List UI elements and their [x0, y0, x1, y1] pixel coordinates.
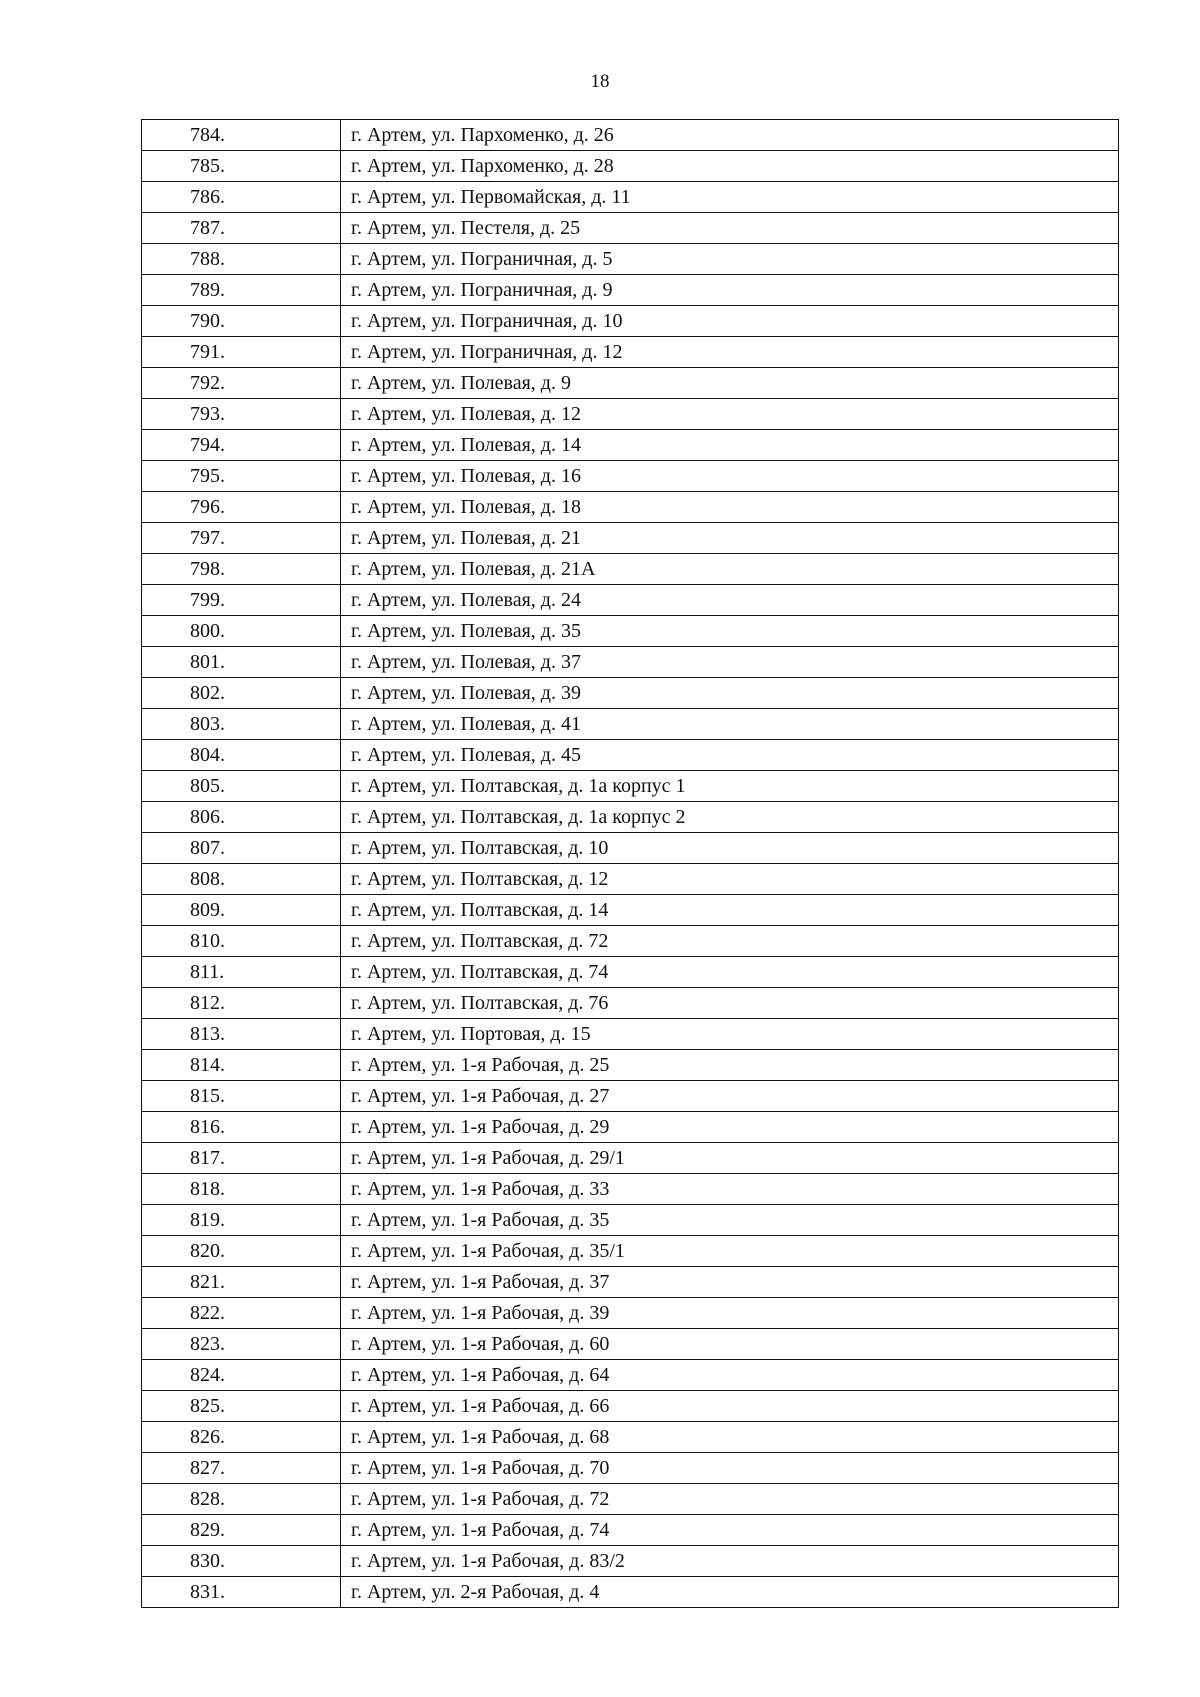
address-cell: г. Артем, ул. 1-я Рабочая, д. 83/2 — [341, 1546, 1119, 1577]
address-cell: г. Артем, ул. Пограничная, д. 9 — [341, 275, 1119, 306]
address-cell: г. Артем, ул. 1-я Рабочая, д. 66 — [341, 1391, 1119, 1422]
address-cell: г. Артем, ул. Пархоменко, д. 26 — [341, 120, 1119, 151]
row-number-cell: 831. — [142, 1577, 341, 1608]
address-cell: г. Артем, ул. Полевая, д. 16 — [341, 461, 1119, 492]
table-row — [142, 337, 1119, 368]
address-cell: г. Артем, ул. Полевая, д. 39 — [341, 678, 1119, 709]
table-row — [142, 430, 1119, 461]
row-number-cell: 814. — [142, 1050, 341, 1081]
table-row — [142, 306, 1119, 337]
row-number-cell: 795. — [142, 461, 341, 492]
table-row — [142, 1205, 1119, 1236]
table-row — [142, 1298, 1119, 1329]
table-row — [142, 120, 1119, 151]
address-cell: г. Артем, ул. 1-я Рабочая, д. 72 — [341, 1484, 1119, 1515]
address-cell: г. Артем, ул. Пограничная, д. 12 — [341, 337, 1119, 368]
row-number-cell: 805. — [142, 771, 341, 802]
address-cell: г. Артем, ул. Полтавская, д. 10 — [341, 833, 1119, 864]
row-number-cell: 829. — [142, 1515, 341, 1546]
row-number-cell: 825. — [142, 1391, 341, 1422]
row-number-cell: 785. — [142, 151, 341, 182]
table-row — [142, 740, 1119, 771]
address-cell: г. Артем, ул. Полевая, д. 45 — [341, 740, 1119, 771]
address-table-body — [142, 120, 1119, 1608]
table-row — [142, 523, 1119, 554]
row-number-cell: 807. — [142, 833, 341, 864]
address-cell: г. Артем, ул. Полтавская, д. 72 — [341, 926, 1119, 957]
address-cell: г. Артем, ул. 1-я Рабочая, д. 64 — [341, 1360, 1119, 1391]
table-row — [142, 895, 1119, 926]
row-number-cell: 797. — [142, 523, 341, 554]
table-row — [142, 988, 1119, 1019]
row-number-cell: 798. — [142, 554, 341, 585]
table-row — [142, 957, 1119, 988]
row-number-cell: 791. — [142, 337, 341, 368]
table-row — [142, 461, 1119, 492]
row-number-cell: 786. — [142, 182, 341, 213]
row-number-cell: 800. — [142, 616, 341, 647]
row-number-cell: 824. — [142, 1360, 341, 1391]
page-number: 18 — [590, 71, 610, 92]
table-row — [142, 1112, 1119, 1143]
row-number-cell: 794. — [142, 430, 341, 461]
address-cell: г. Артем, ул. 1-я Рабочая, д. 29/1 — [341, 1143, 1119, 1174]
row-number-cell: 830. — [142, 1546, 341, 1577]
address-cell: г. Артем, ул. Полевая, д. 21 — [341, 523, 1119, 554]
row-number-cell: 801. — [142, 647, 341, 678]
address-cell: г. Артем, ул. 1-я Рабочая, д. 68 — [341, 1422, 1119, 1453]
table-row — [142, 647, 1119, 678]
address-cell: г. Артем, ул. Первомайская, д. 11 — [341, 182, 1119, 213]
row-number-cell: 810. — [142, 926, 341, 957]
table-row — [142, 1174, 1119, 1205]
table-row — [142, 585, 1119, 616]
address-cell: г. Артем, ул. Портовая, д. 15 — [341, 1019, 1119, 1050]
row-number-cell: 821. — [142, 1267, 341, 1298]
table-row — [142, 1484, 1119, 1515]
row-number-cell: 784. — [142, 120, 341, 151]
address-cell: г. Артем, ул. Полтавская, д. 1а корпус 1 — [341, 771, 1119, 802]
table-row — [142, 151, 1119, 182]
row-number-cell: 819. — [142, 1205, 341, 1236]
table-row — [142, 1329, 1119, 1360]
address-cell: г. Артем, ул. 1-я Рабочая, д. 33 — [341, 1174, 1119, 1205]
table-row — [142, 1515, 1119, 1546]
row-number-cell: 793. — [142, 399, 341, 430]
table-row — [142, 1546, 1119, 1577]
table-row — [142, 926, 1119, 957]
address-cell: г. Артем, ул. Полтавская, д. 74 — [341, 957, 1119, 988]
address-cell: г. Артем, ул. Полевая, д. 12 — [341, 399, 1119, 430]
table-row — [142, 1236, 1119, 1267]
table-row — [142, 1577, 1119, 1608]
address-cell: г. Артем, ул. 1-я Рабочая, д. 29 — [341, 1112, 1119, 1143]
address-cell: г. Артем, ул. 1-я Рабочая, д. 70 — [341, 1453, 1119, 1484]
address-table — [141, 119, 1119, 1608]
table-row — [142, 1453, 1119, 1484]
row-number-cell: 816. — [142, 1112, 341, 1143]
row-number-cell: 808. — [142, 864, 341, 895]
row-number-cell: 826. — [142, 1422, 341, 1453]
row-number-cell: 799. — [142, 585, 341, 616]
row-number-cell: 806. — [142, 802, 341, 833]
table-row — [142, 182, 1119, 213]
table-row — [142, 1267, 1119, 1298]
row-number-cell: 812. — [142, 988, 341, 1019]
address-cell: г. Артем, ул. Полтавская, д. 76 — [341, 988, 1119, 1019]
address-cell: г. Артем, ул. Пограничная, д. 5 — [341, 244, 1119, 275]
address-cell: г. Артем, ул. Полевая, д. 9 — [341, 368, 1119, 399]
address-cell: г. Артем, ул. 2-я Рабочая, д. 4 — [341, 1577, 1119, 1608]
address-cell: г. Артем, ул. 1-я Рабочая, д. 27 — [341, 1081, 1119, 1112]
table-row — [142, 1391, 1119, 1422]
address-cell: г. Артем, ул. Пестеля, д. 25 — [341, 213, 1119, 244]
table-row — [142, 275, 1119, 306]
row-number-cell: 817. — [142, 1143, 341, 1174]
row-number-cell: 820. — [142, 1236, 341, 1267]
table-row — [142, 864, 1119, 895]
address-cell: г. Артем, ул. Полевая, д. 35 — [341, 616, 1119, 647]
table-row — [142, 1422, 1119, 1453]
row-number-cell: 809. — [142, 895, 341, 926]
row-number-cell: 813. — [142, 1019, 341, 1050]
table-row — [142, 368, 1119, 399]
row-number-cell: 823. — [142, 1329, 341, 1360]
address-cell: г. Артем, ул. 1-я Рабочая, д. 25 — [341, 1050, 1119, 1081]
table-row — [142, 709, 1119, 740]
row-number-cell: 789. — [142, 275, 341, 306]
address-cell: г. Артем, ул. Полевая, д. 41 — [341, 709, 1119, 740]
table-row — [142, 244, 1119, 275]
address-cell: г. Артем, ул. 1-я Рабочая, д. 35 — [341, 1205, 1119, 1236]
address-cell: г. Артем, ул. Полтавская, д. 12 — [341, 864, 1119, 895]
row-number-cell: 788. — [142, 244, 341, 275]
row-number-cell: 790. — [142, 306, 341, 337]
row-number-cell: 792. — [142, 368, 341, 399]
row-number-cell: 815. — [142, 1081, 341, 1112]
address-cell: г. Артем, ул. Пограничная, д. 10 — [341, 306, 1119, 337]
address-cell: г. Артем, ул. 1-я Рабочая, д. 74 — [341, 1515, 1119, 1546]
row-number-cell: 827. — [142, 1453, 341, 1484]
row-number-cell: 828. — [142, 1484, 341, 1515]
address-cell: г. Артем, ул. Полтавская, д. 14 — [341, 895, 1119, 926]
table-row — [142, 1143, 1119, 1174]
table-row — [142, 492, 1119, 523]
address-cell: г. Артем, ул. 1-я Рабочая, д. 60 — [341, 1329, 1119, 1360]
table-row — [142, 1360, 1119, 1391]
table-row — [142, 678, 1119, 709]
row-number-cell: 804. — [142, 740, 341, 771]
table-row — [142, 213, 1119, 244]
table-row — [142, 833, 1119, 864]
address-cell: г. Артем, ул. Полевая, д. 21А — [341, 554, 1119, 585]
address-cell: г. Артем, ул. 1-я Рабочая, д. 37 — [341, 1267, 1119, 1298]
address-cell: г. Артем, ул. 1-я Рабочая, д. 39 — [341, 1298, 1119, 1329]
table-row — [142, 399, 1119, 430]
table-row — [142, 1050, 1119, 1081]
table-row — [142, 802, 1119, 833]
row-number-cell: 796. — [142, 492, 341, 523]
row-number-cell: 787. — [142, 213, 341, 244]
row-number-cell: 811. — [142, 957, 341, 988]
table-row — [142, 616, 1119, 647]
table-row — [142, 1081, 1119, 1112]
address-cell: г. Артем, ул. Полевая, д. 18 — [341, 492, 1119, 523]
row-number-cell: 803. — [142, 709, 341, 740]
table-row — [142, 1019, 1119, 1050]
address-cell: г. Артем, ул. Полтавская, д. 1а корпус 2 — [341, 802, 1119, 833]
table-row — [142, 771, 1119, 802]
row-number-cell: 822. — [142, 1298, 341, 1329]
row-number-cell: 802. — [142, 678, 341, 709]
row-number-cell: 818. — [142, 1174, 341, 1205]
address-cell: г. Артем, ул. Полевая, д. 14 — [341, 430, 1119, 461]
address-cell: г. Артем, ул. 1-я Рабочая, д. 35/1 — [341, 1236, 1119, 1267]
address-cell: г. Артем, ул. Полевая, д. 37 — [341, 647, 1119, 678]
address-cell: г. Артем, ул. Пархоменко, д. 28 — [341, 151, 1119, 182]
table-row — [142, 554, 1119, 585]
address-cell: г. Артем, ул. Полевая, д. 24 — [341, 585, 1119, 616]
